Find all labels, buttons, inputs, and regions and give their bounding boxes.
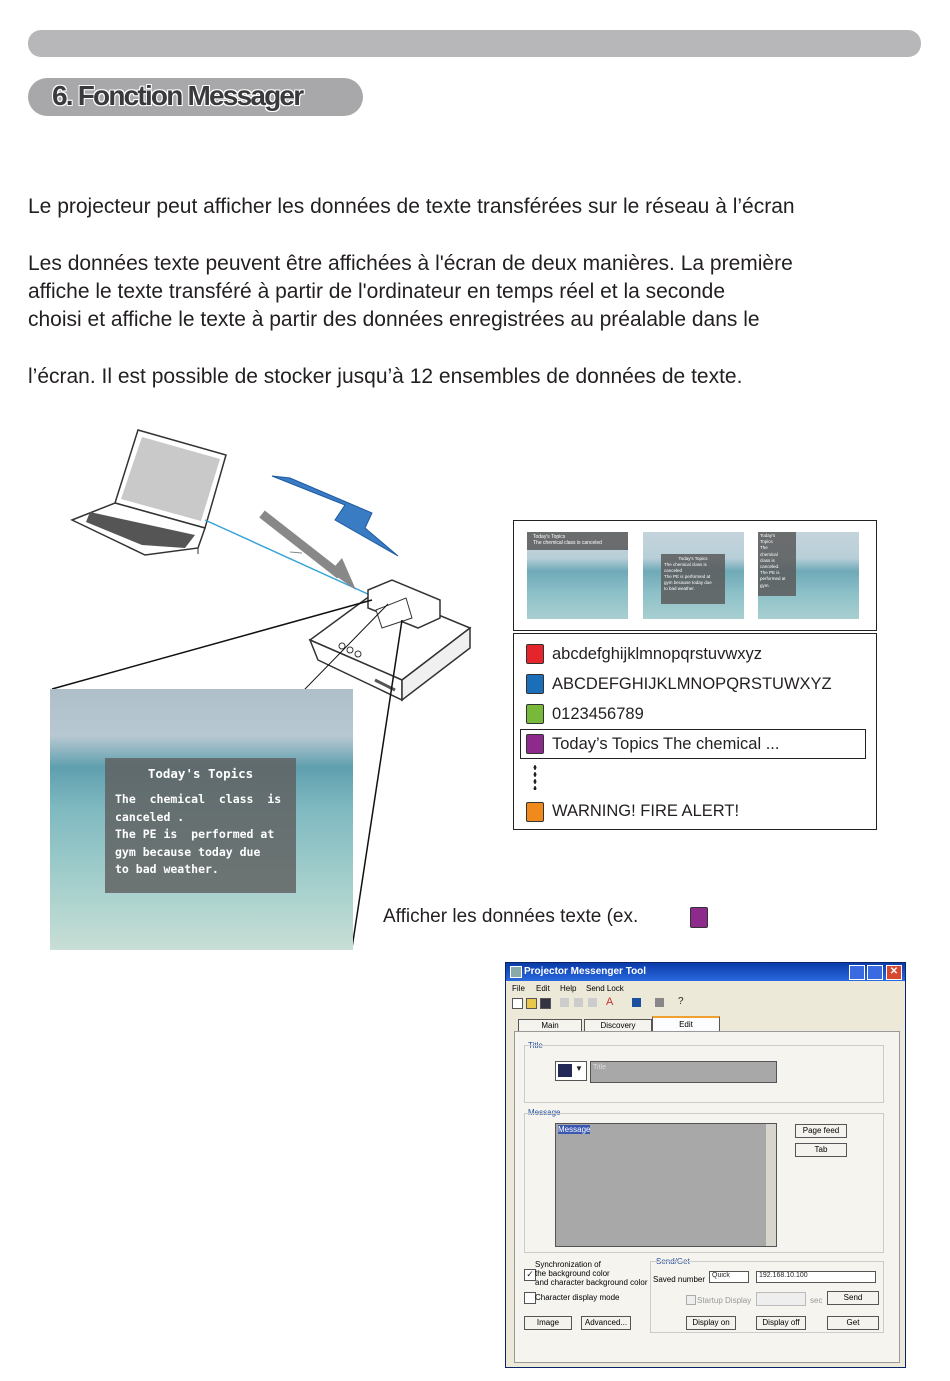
projector-icon [310, 580, 470, 700]
new-icon[interactable] [512, 998, 523, 1009]
close-button[interactable]: ✕ [886, 965, 902, 980]
display-on-button[interactable]: Display on [686, 1316, 736, 1330]
minimize-button[interactable] [849, 965, 865, 980]
overlay-line-4: gym because today due [115, 844, 261, 859]
app-icon [510, 966, 522, 978]
copy-icon[interactable] [574, 998, 583, 1007]
image-button[interactable]: Image [524, 1316, 572, 1330]
send-button[interactable]: Send [827, 1291, 879, 1305]
overlay-line-1: The chemical class is [115, 792, 282, 806]
color-swatch-icon [558, 1064, 572, 1077]
thumbnail-3 [758, 532, 859, 619]
list-item-4: Today’s Topics The chemical ... [552, 735, 780, 753]
file-purple-icon [690, 907, 708, 928]
chevron-down-icon: ▼ [575, 1064, 583, 1073]
sync-checkbox[interactable]: ✓ [524, 1269, 536, 1281]
overlay-line-2: canceled . [115, 809, 185, 824]
thumbnail-2-line-1: Today's Topics [678, 556, 708, 561]
paragraph-2-line-2: affiche le texte transféré à partir de l'ordinateur en temps réel et la seconde [28, 280, 726, 303]
toolbar [510, 996, 710, 1010]
thumbnail-3-line-9: gym. [760, 582, 770, 588]
thumbnail-3-line-3: The [760, 545, 768, 551]
sendget-group-label: Send/Get [656, 1257, 690, 1266]
paste-icon[interactable] [588, 998, 597, 1007]
thumbnail-3-line-5: class is [760, 557, 775, 563]
message-text: Message [558, 1125, 591, 1134]
file-orange-icon [526, 802, 544, 822]
menu-edit[interactable]: Edit [536, 984, 550, 993]
thumbnail-2-line-3: The PE is performed at [664, 574, 711, 579]
overlay-line-3: The PE is performed at [115, 827, 275, 841]
thumbnail-3-line-2: Topics [760, 539, 773, 545]
messenger-window [505, 962, 906, 1368]
menu-send-lock[interactable]: Send Lock [586, 984, 624, 993]
open-icon[interactable] [526, 998, 537, 1009]
menu-file[interactable]: File [512, 984, 525, 993]
background-color-icon[interactable] [655, 998, 664, 1007]
display-off-button[interactable]: Display off [756, 1316, 806, 1330]
file-blue-icon [526, 674, 544, 694]
list-item-3: 0123456789 [552, 705, 644, 723]
sync-label-2: the background color [535, 1269, 610, 1278]
sync-label-3: and character background color [535, 1278, 648, 1287]
list-item-1: abcdefghijklmnopqrstuvwxyz [552, 645, 763, 663]
ellipsis-icon [533, 764, 537, 790]
thumbnail-2-line-4: gym because today due [664, 580, 712, 585]
list-item-5: WARNING! FIRE ALERT! [552, 802, 740, 820]
overlay-line-5: to bad weather. [115, 862, 219, 876]
laptop-icon [72, 430, 226, 555]
scrollbar[interactable] [766, 1124, 776, 1246]
help-icon[interactable]: ? [678, 996, 684, 1007]
thumbnail-2-line-5: to bad weather. [664, 586, 695, 591]
overlay-title: Today's Topics [147, 766, 254, 781]
ip-select[interactable]: 192.168.10.100 [756, 1271, 876, 1283]
thumbnail-1 [527, 532, 628, 619]
startup-checkbox[interactable] [686, 1295, 696, 1305]
advanced-button[interactable]: Advanced... [581, 1316, 631, 1330]
startup-time-select[interactable] [756, 1292, 806, 1306]
tab-main[interactable]: Main [518, 1019, 582, 1032]
paragraph-3: l’écran. Il est possible de stocker jusqu’à 12 ensembles de données de texte. [28, 365, 743, 388]
thumbnail-3-line-4: chemical [760, 551, 778, 557]
startup-label: Startup Display [697, 1296, 752, 1305]
thumbnail-1-line-2: The chemical class is canceled [533, 540, 602, 546]
cut-icon[interactable] [560, 998, 569, 1007]
char-mode-label: Character display mode [535, 1293, 620, 1302]
title-color-picker[interactable] [555, 1061, 587, 1081]
title-input[interactable]: Title [590, 1061, 777, 1083]
tab-button[interactable]: Tab [795, 1143, 847, 1157]
save-icon[interactable] [540, 998, 551, 1009]
font-color-icon[interactable]: A [606, 996, 614, 1008]
paragraph-1: Le projecteur peut afficher les données de texte transférées sur le réseau à l’écran [28, 195, 795, 218]
thumbnail-3-line-1: Today's [760, 533, 776, 538]
tab-discovery[interactable]: Discovery [584, 1019, 652, 1032]
sync-label-1: Synchronization of [535, 1260, 601, 1269]
message-group-label: Message [528, 1108, 561, 1117]
file-green-icon [526, 704, 544, 724]
window-title: Projector Messenger Tool [524, 966, 647, 977]
thumbnail-3-line-7: The PE is [760, 570, 780, 576]
window-titlebar [506, 963, 905, 981]
paragraph-2-line-1: Les données texte peuvent être affichées à l'écran de deux manières. La première [28, 252, 793, 275]
tab-edit[interactable]: Edit [652, 1016, 720, 1033]
caption: Afficher les données texte (ex. [383, 906, 639, 927]
paragraph-2-line-3: choisi et affiche le texte à partir des données enregistrées au préalable dans le [28, 308, 760, 331]
thumbnail-3-line-8: performed at [760, 576, 786, 582]
section-title: 6. Fonction Messager [52, 80, 303, 111]
file-purple-icon [526, 734, 544, 754]
get-button[interactable]: Get [827, 1316, 879, 1330]
saved-number-label: Saved number [653, 1275, 706, 1284]
title-group-label: Title [528, 1041, 543, 1050]
message-overlay [105, 758, 296, 893]
maximize-button[interactable] [867, 965, 883, 980]
quick-select[interactable]: Quick [709, 1271, 749, 1283]
menu-help[interactable]: Help [560, 984, 577, 993]
thumbnail-2-line-2: The chemical class is canceled [664, 562, 707, 573]
thumbnail-2 [643, 532, 744, 619]
file-red-icon [526, 644, 544, 664]
message-textarea[interactable] [555, 1123, 777, 1247]
page-feed-button[interactable]: Page feed [795, 1124, 847, 1138]
sec-label: sec [810, 1296, 823, 1305]
thumbnail-1-line-1: Today's Topics [533, 534, 566, 540]
text-color-icon[interactable] [632, 998, 641, 1007]
list-item-2: ABCDEFGHIJKLMNOPQRSTUWXYZ [552, 675, 832, 693]
thumbnail-3-line-6: canceled. [760, 564, 780, 570]
